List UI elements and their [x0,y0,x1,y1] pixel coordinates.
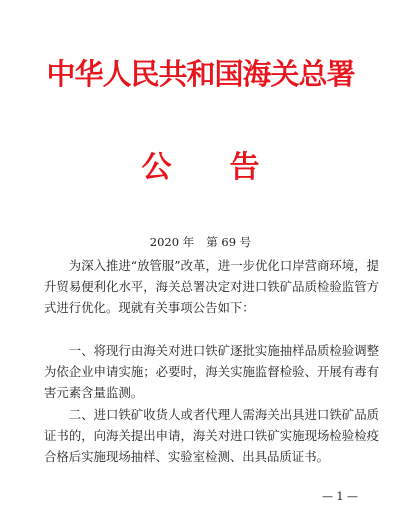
document-type-char-1: 公 [141,150,172,185]
paragraph-text: 二、进口铁矿收货人或者代理人需海关出具进口铁矿品质证书的，向海关提出申请，海关对进口铁矿实施现场检验检疫合格后实施现场抽样、实验室检测、出具品质证书。 [44,407,379,465]
body-paragraph-item-1 [44,340,379,404]
document-serial-number: 第 69 号 [206,235,252,249]
document-year: 2020 年 [149,235,195,249]
paragraph-text: 一、将现行由海关对进口铁矿逐批实施抽样品质检验调整为依企业申请实施；必要时，海关实施监督检验、开展有毒有害元素含量监测。 [44,343,379,401]
page-number: — 1 — [322,490,358,503]
issuing-organization-title: 中华人民共和国海关总署 [46,57,355,91]
body-paragraph-intro [44,255,379,319]
paragraph-text: 为深入推进“放管服”改革，进一步优化口岸营商环境，提升贸易便利化水平，海关总署决定对进口铁矿品质检验监管方式进行优化。现就有关事项公告如下： [44,258,379,316]
document-type-char-2: 告 [229,150,260,185]
document-type-heading [0,142,401,186]
document-number [0,234,401,250]
body-paragraph-item-2 [44,404,379,468]
